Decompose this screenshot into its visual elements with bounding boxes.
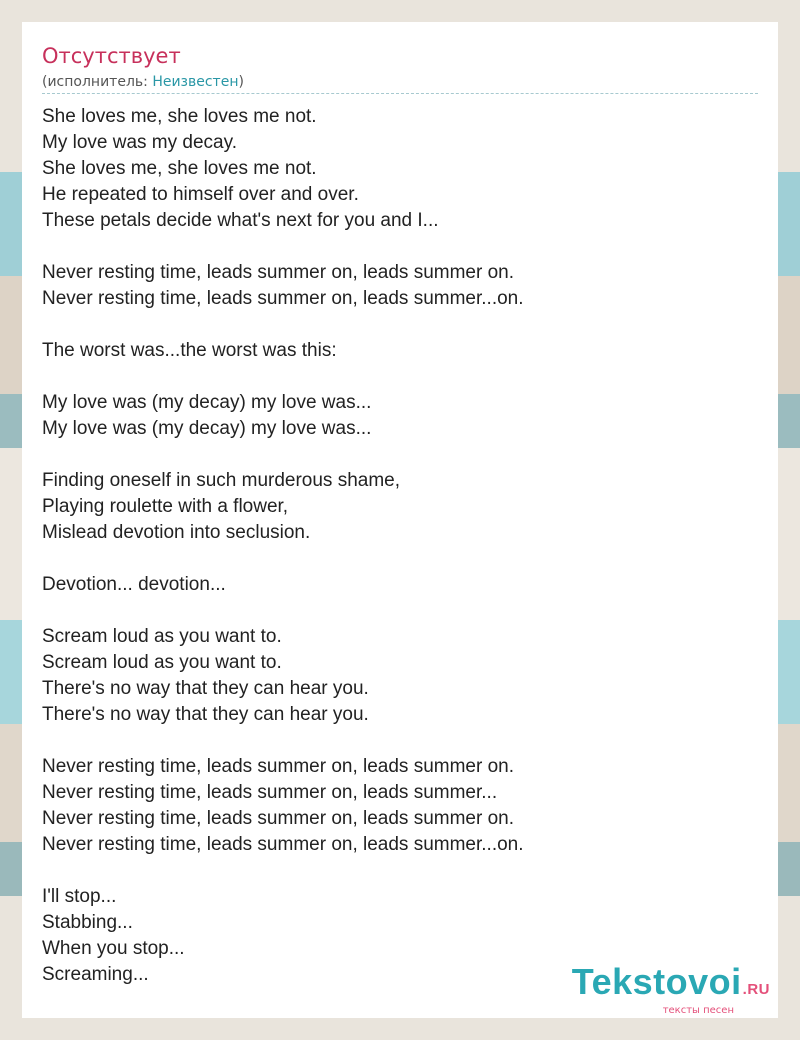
lyric-line: Screaming... bbox=[42, 964, 149, 985]
lyric-line: Playing roulette with a flower, bbox=[42, 496, 289, 517]
lyric-line: Stabbing... bbox=[42, 912, 133, 933]
lyric-line bbox=[42, 728, 762, 754]
lyric-line: Never resting time, leads summer on, leads summer on. bbox=[42, 808, 515, 829]
performer-suffix: ) bbox=[238, 74, 244, 90]
lyric-line: These petals decide what's next for you and I... bbox=[42, 210, 439, 231]
lyric-line: Mislead devotion into seclusion. bbox=[42, 522, 311, 543]
site-tagline: тексты песен bbox=[662, 1005, 734, 1016]
lyric-line: Never resting time, leads summer on, leads summer...on. bbox=[42, 288, 524, 309]
lyric-line: She loves me, she loves me not. bbox=[42, 158, 317, 179]
site-watermark bbox=[572, 963, 770, 1016]
logo-text: Tekstovoi bbox=[571, 961, 742, 1002]
lyric-line bbox=[42, 364, 762, 390]
lyric-line bbox=[42, 442, 762, 468]
lyric-line: Scream loud as you want to. bbox=[42, 626, 282, 647]
performer-prefix: (исполнитель: bbox=[42, 74, 153, 90]
lyric-line: Never resting time, leads summer on, leads summer...on. bbox=[42, 834, 524, 855]
lyric-line: There's no way that they can hear you. bbox=[42, 704, 369, 725]
lyric-line: When you stop... bbox=[42, 938, 185, 959]
lyric-line: Finding oneself in such murderous shame, bbox=[42, 470, 401, 491]
lyric-line bbox=[42, 546, 762, 572]
lyric-line: Never resting time, leads summer on, leads summer on. bbox=[42, 756, 515, 777]
lyric-line bbox=[42, 312, 762, 338]
lyric-line: She loves me, she loves me not. bbox=[42, 106, 317, 127]
lyrics-text bbox=[42, 104, 762, 988]
lyric-line: Never resting time, leads summer on, leads summer... bbox=[42, 782, 498, 803]
performer-line bbox=[42, 72, 244, 92]
lyric-line: My love was my decay. bbox=[42, 132, 237, 153]
logo-suffix: .RU bbox=[742, 981, 770, 998]
lyric-line: The worst was...the worst was this: bbox=[42, 340, 337, 361]
title-divider bbox=[42, 93, 758, 94]
performer-link[interactable]: Неизвестен bbox=[152, 74, 239, 90]
lyric-line: I'll stop... bbox=[42, 886, 117, 907]
lyric-line: He repeated to himself over and over. bbox=[42, 184, 359, 205]
lyric-line: Never resting time, leads summer on, leads summer on. bbox=[42, 262, 515, 283]
lyric-line: Scream loud as you want to. bbox=[42, 652, 282, 673]
site-logo bbox=[572, 963, 770, 1009]
lyric-line bbox=[42, 234, 762, 260]
lyric-line: My love was (my decay) my love was... bbox=[42, 418, 372, 439]
lyric-line: There's no way that they can hear you. bbox=[42, 678, 369, 699]
lyrics-card bbox=[22, 22, 778, 1018]
song-title: Отсутствует bbox=[42, 44, 181, 68]
lyric-line: My love was (my decay) my love was... bbox=[42, 392, 372, 413]
lyric-line bbox=[42, 858, 762, 884]
lyric-line: Devotion... devotion... bbox=[42, 574, 226, 595]
lyric-line bbox=[42, 598, 762, 624]
